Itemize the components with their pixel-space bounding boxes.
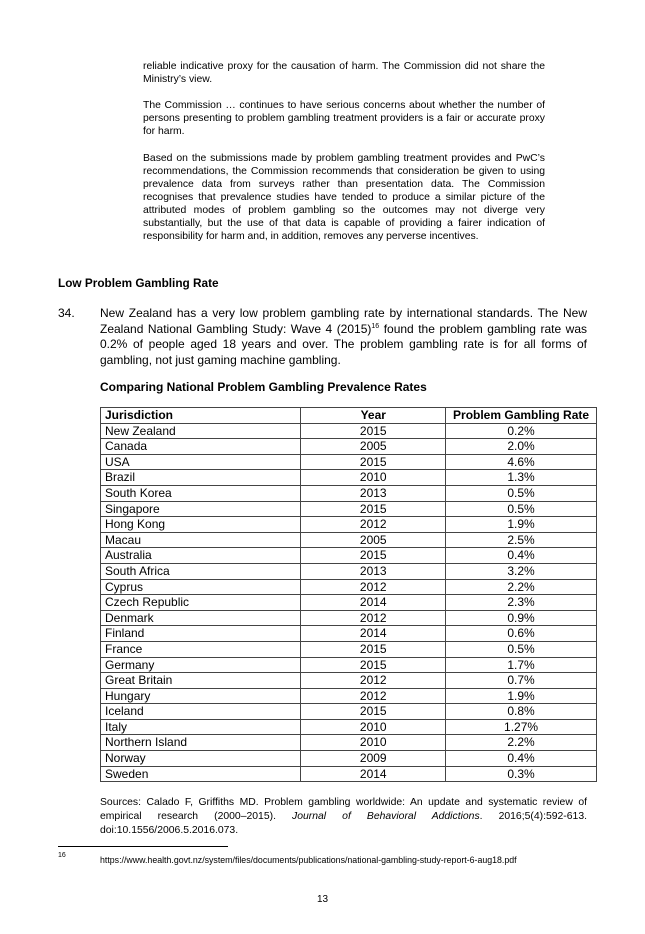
table-row	[101, 688, 597, 704]
cell-jurisdiction: Denmark	[101, 610, 301, 626]
table-row	[101, 563, 597, 579]
table-row	[101, 751, 597, 767]
cell-year: 2012	[301, 517, 446, 533]
table-row	[101, 439, 597, 455]
cell-year: 2013	[301, 485, 446, 501]
prevalence-table	[100, 407, 597, 782]
table-row	[101, 704, 597, 720]
cell-year: 2010	[301, 719, 446, 735]
cell-jurisdiction: Hungary	[101, 688, 301, 704]
cell-rate: 2.3%	[446, 595, 597, 611]
cell-jurisdiction: Northern Island	[101, 735, 301, 751]
cell-rate: 0.8%	[446, 704, 597, 720]
cell-rate: 0.7%	[446, 673, 597, 689]
cell-year: 2014	[301, 626, 446, 642]
header-rate: Problem Gambling Rate	[446, 408, 597, 424]
table-row	[101, 626, 597, 642]
cell-rate: 2.5%	[446, 532, 597, 548]
header-year: Year	[301, 408, 446, 424]
quote-block-3	[143, 152, 545, 243]
table-row	[101, 673, 597, 689]
quote-text-1: reliable indicative proxy for the causation of harm. The Commission did not share the Ministry’s view.	[143, 61, 545, 85]
cell-year: 2012	[301, 673, 446, 689]
cell-rate: 0.9%	[446, 610, 597, 626]
paragraph-34	[100, 306, 587, 368]
cell-jurisdiction: Cyprus	[101, 579, 301, 595]
section-heading: Low Problem Gambling Rate	[58, 276, 219, 290]
cell-jurisdiction: Hong Kong	[101, 517, 301, 533]
table-body	[101, 423, 597, 782]
cell-rate: 0.4%	[446, 548, 597, 564]
cell-year: 2009	[301, 751, 446, 767]
cell-jurisdiction: Iceland	[101, 704, 301, 720]
cell-year: 2015	[301, 454, 446, 470]
cell-year: 2010	[301, 470, 446, 486]
table-header-row	[101, 408, 597, 424]
cell-jurisdiction: Finland	[101, 626, 301, 642]
cell-jurisdiction: South Africa	[101, 563, 301, 579]
cell-rate: 0.5%	[446, 485, 597, 501]
cell-jurisdiction: Italy	[101, 719, 301, 735]
footnote-reference[interactable]: 16	[371, 322, 380, 330]
cell-year: 2015	[301, 641, 446, 657]
cell-rate: 1.7%	[446, 657, 597, 673]
cell-rate: 0.5%	[446, 641, 597, 657]
table-row	[101, 641, 597, 657]
table-row	[101, 517, 597, 533]
table-row	[101, 485, 597, 501]
table-row	[101, 423, 597, 439]
table-row	[101, 719, 597, 735]
cell-rate: 4.6%	[446, 454, 597, 470]
paragraph-number: 34.	[58, 306, 75, 320]
cell-year: 2005	[301, 532, 446, 548]
table-title: Comparing National Problem Gambling Prevalence Rates	[100, 380, 427, 394]
quote-block-1	[143, 60, 545, 86]
cell-jurisdiction: Australia	[101, 548, 301, 564]
cell-jurisdiction: New Zealand	[101, 423, 301, 439]
table-row	[101, 610, 597, 626]
header-jurisdiction: Jurisdiction	[101, 408, 301, 424]
cell-year: 2005	[301, 439, 446, 455]
cell-rate: 2.2%	[446, 735, 597, 751]
cell-rate: 1.27%	[446, 719, 597, 735]
sources-text-2: . 2016;5(4):592-613. doi:10.1556/2006.5.2016.073.	[100, 811, 587, 836]
footnote-url[interactable]: https://www.health.govt.nz/system/files/documents/publications/national-gambling-study-report-6-aug18.pdf	[100, 855, 517, 865]
quote-block-2	[143, 99, 545, 138]
table-row	[101, 735, 597, 751]
cell-year: 2015	[301, 423, 446, 439]
cell-rate: 0.6%	[446, 626, 597, 642]
paragraph-text-1: New Zealand has a very low problem gambling rate by international standards. The New Zealand National Gambling Study: Wave 4 (2015)	[100, 306, 587, 336]
cell-jurisdiction: Norway	[101, 751, 301, 767]
sources-citation	[100, 796, 587, 838]
cell-year: 2015	[301, 501, 446, 517]
footnote-divider	[58, 846, 228, 847]
cell-jurisdiction: Sweden	[101, 766, 301, 782]
table-row	[101, 595, 597, 611]
cell-jurisdiction: Macau	[101, 532, 301, 548]
table-row	[101, 470, 597, 486]
table-row	[101, 579, 597, 595]
cell-jurisdiction: USA	[101, 454, 301, 470]
cell-year: 2015	[301, 657, 446, 673]
paragraph-text-2: found the problem gambling rate was 0.2% of people aged 18 years and over. The problem gambling rate is for all forms of gambling, not just gaming machine gambling.	[100, 321, 587, 367]
table-row	[101, 657, 597, 673]
cell-jurisdiction: Great Britain	[101, 673, 301, 689]
cell-year: 2015	[301, 548, 446, 564]
cell-jurisdiction: Singapore	[101, 501, 301, 517]
cell-year: 2014	[301, 595, 446, 611]
table-row	[101, 548, 597, 564]
cell-rate: 0.4%	[446, 751, 597, 767]
cell-rate: 2.0%	[446, 439, 597, 455]
table-row	[101, 766, 597, 782]
cell-year: 2015	[301, 704, 446, 720]
cell-jurisdiction: Germany	[101, 657, 301, 673]
cell-jurisdiction: Canada	[101, 439, 301, 455]
cell-jurisdiction: Brazil	[101, 470, 301, 486]
sources-text-1: Sources: Calado F, Griffiths MD. Problem gambling worldwide: An update and systematic review of empirical research (2000–2015).	[100, 797, 587, 822]
cell-rate: 1.9%	[446, 517, 597, 533]
cell-year: 2012	[301, 688, 446, 704]
cell-year: 2010	[301, 735, 446, 751]
cell-rate: 0.2%	[446, 423, 597, 439]
cell-rate: 3.2%	[446, 563, 597, 579]
cell-jurisdiction: South Korea	[101, 485, 301, 501]
sources-journal: Journal of Behavioral Addictions	[292, 811, 480, 822]
cell-year: 2012	[301, 610, 446, 626]
quote-text-2: The Commission … continues to have serious concerns about whether the number of persons presenting to problem gambling treatment providers is a fair or accurate proxy for harm.	[143, 100, 545, 137]
cell-rate: 0.5%	[446, 501, 597, 517]
cell-jurisdiction: France	[101, 641, 301, 657]
cell-rate: 0.3%	[446, 766, 597, 782]
table-row	[101, 501, 597, 517]
page-number: 13	[316, 894, 329, 905]
footnote-number: 16	[58, 852, 66, 859]
table-row	[101, 532, 597, 548]
cell-rate: 2.2%	[446, 579, 597, 595]
cell-jurisdiction: Czech Republic	[101, 595, 301, 611]
cell-rate: 1.9%	[446, 688, 597, 704]
cell-year: 2014	[301, 766, 446, 782]
quote-text-3: Based on the submissions made by problem gambling treatment provides and PwC’s recommendations, the Commission recommends that consideration be given to using prevalence data from surveys rather than presentation data. The Commission recognises that prevalence studies have tended to produce a similar picture of the attributed modes of problem gambling so the outcomes may not diverge very substantially, but the use of that data is capable of providing a fairer indication of responsibility for harm and, in addition, removes any perverse incentives.	[143, 153, 545, 242]
cell-rate: 1.3%	[446, 470, 597, 486]
table-row	[101, 454, 597, 470]
cell-year: 2012	[301, 579, 446, 595]
cell-year: 2013	[301, 563, 446, 579]
